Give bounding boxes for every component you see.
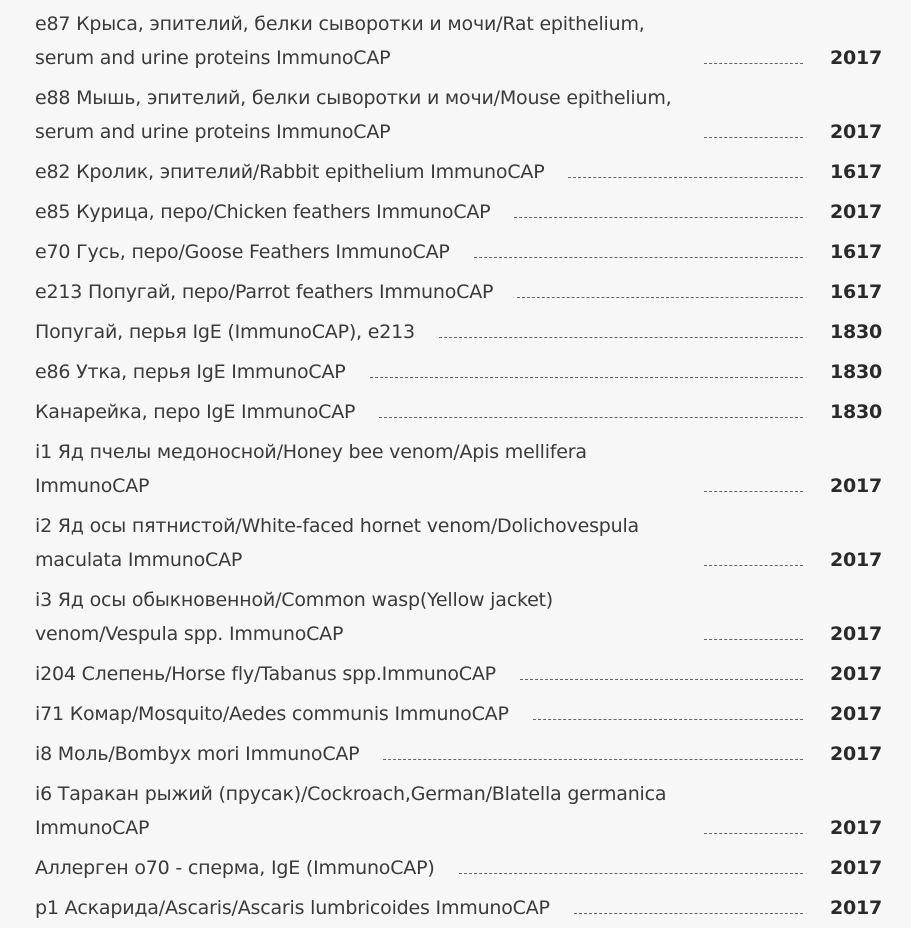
dotted-leader	[704, 833, 803, 834]
item-name: i3 Яд осы обыкновенной/Common wasp(Yellow jacket) venom/Vespula spp. ImmunoCAP	[35, 589, 554, 645]
item-price: 2017	[830, 663, 883, 685]
item-price: 2017	[830, 897, 883, 919]
dotted-leader	[379, 417, 803, 418]
dotted-leader	[474, 257, 803, 258]
dotted-leader	[439, 337, 803, 338]
item-name: e87 Крыса, эпителий, белки сыворотки и мочи/Rat epithelium, serum and urine proteins ImmunoCAP	[35, 13, 645, 69]
item-name: p1 Аскарида/Ascaris/Ascaris lumbricoides ImmunoCAP	[35, 897, 550, 919]
item-price: 2017	[830, 703, 883, 725]
dotted-leader	[704, 63, 803, 64]
price-row	[35, 352, 883, 392]
item-price: 1830	[830, 401, 883, 423]
dotted-leader	[517, 297, 803, 298]
price-row	[35, 734, 883, 774]
price-row	[35, 432, 883, 506]
item-name: i8 Моль/Bombyx mori ImmunoCAP	[35, 743, 360, 765]
item-name: Попугай, перья IgE (ImmunoCAP), e213	[35, 321, 415, 343]
item-name: e88 Мышь, эпителий, белки сыворотки и мочи/Mouse epithelium, serum and urine proteins ImmunoCAP	[35, 87, 672, 143]
item-name: Канарейка, перо IgE ImmunoCAP	[35, 401, 356, 423]
price-row	[35, 312, 883, 352]
price-row	[35, 848, 883, 888]
item-price: 2017	[830, 47, 883, 69]
item-price: 1830	[830, 361, 883, 383]
price-row	[35, 694, 883, 734]
item-name: i1 Яд пчелы медоносной/Honey bee venom/Apis mellifera ImmunoCAP	[35, 441, 587, 497]
price-row	[35, 192, 883, 232]
item-name: i6 Таракан рыжий (прусак)/Cockroach,German/Blatella germanica ImmunoCAP	[35, 783, 667, 839]
price-row	[35, 774, 883, 848]
dotted-leader	[704, 639, 803, 640]
item-price: 1617	[830, 161, 883, 183]
item-name: e82 Кролик, эпителий/Rabbit epithelium ImmunoCAP	[35, 161, 545, 183]
dotted-leader	[704, 137, 803, 138]
item-price: 2017	[830, 475, 883, 497]
item-price: 2017	[830, 817, 883, 839]
price-row	[35, 580, 883, 654]
item-name: i2 Яд осы пятнистой/White-faced hornet venom/Dolichovespula maculata ImmunoCAP	[35, 515, 640, 571]
item-price: 2017	[830, 743, 883, 765]
dotted-leader	[370, 377, 803, 378]
item-price: 2017	[830, 623, 883, 645]
price-row	[35, 78, 883, 152]
item-price: 2017	[830, 121, 883, 143]
dotted-leader	[704, 565, 803, 566]
dotted-leader	[520, 679, 803, 680]
price-row	[35, 506, 883, 580]
price-row	[35, 4, 883, 78]
item-name: e85 Курица, перо/Chicken feathers ImmunoCAP	[35, 201, 491, 223]
price-row	[35, 152, 883, 192]
dotted-leader	[568, 177, 803, 178]
item-name: i71 Комар/Mosquito/Aedes communis ImmunoCAP	[35, 703, 509, 725]
item-price: 1830	[830, 321, 883, 343]
dotted-leader	[383, 759, 803, 760]
item-price: 2017	[830, 857, 883, 879]
price-row	[35, 888, 883, 928]
dotted-leader	[459, 873, 803, 874]
item-name: e70 Гусь, перо/Goose Feathers ImmunoCAP	[35, 241, 450, 263]
price-row	[35, 392, 883, 432]
item-name: e86 Утка, перья IgE ImmunoCAP	[35, 361, 346, 383]
dotted-leader	[533, 719, 803, 720]
item-price: 1617	[830, 281, 883, 303]
dotted-leader	[514, 217, 803, 218]
price-row	[35, 272, 883, 312]
item-price: 1617	[830, 241, 883, 263]
dotted-leader	[574, 913, 803, 914]
dotted-leader	[704, 491, 803, 492]
item-name: i204 Слепень/Horse fly/Tabanus spp.ImmunoCAP	[35, 663, 496, 685]
item-name: e213 Попугай, перо/Parrot feathers ImmunoCAP	[35, 281, 494, 303]
item-price: 2017	[830, 201, 883, 223]
item-name: Аллерген o70 - сперма, IgE (ImmunoCAP)	[35, 857, 435, 879]
price-row	[35, 232, 883, 272]
item-price: 2017	[830, 549, 883, 571]
price-row	[35, 654, 883, 694]
